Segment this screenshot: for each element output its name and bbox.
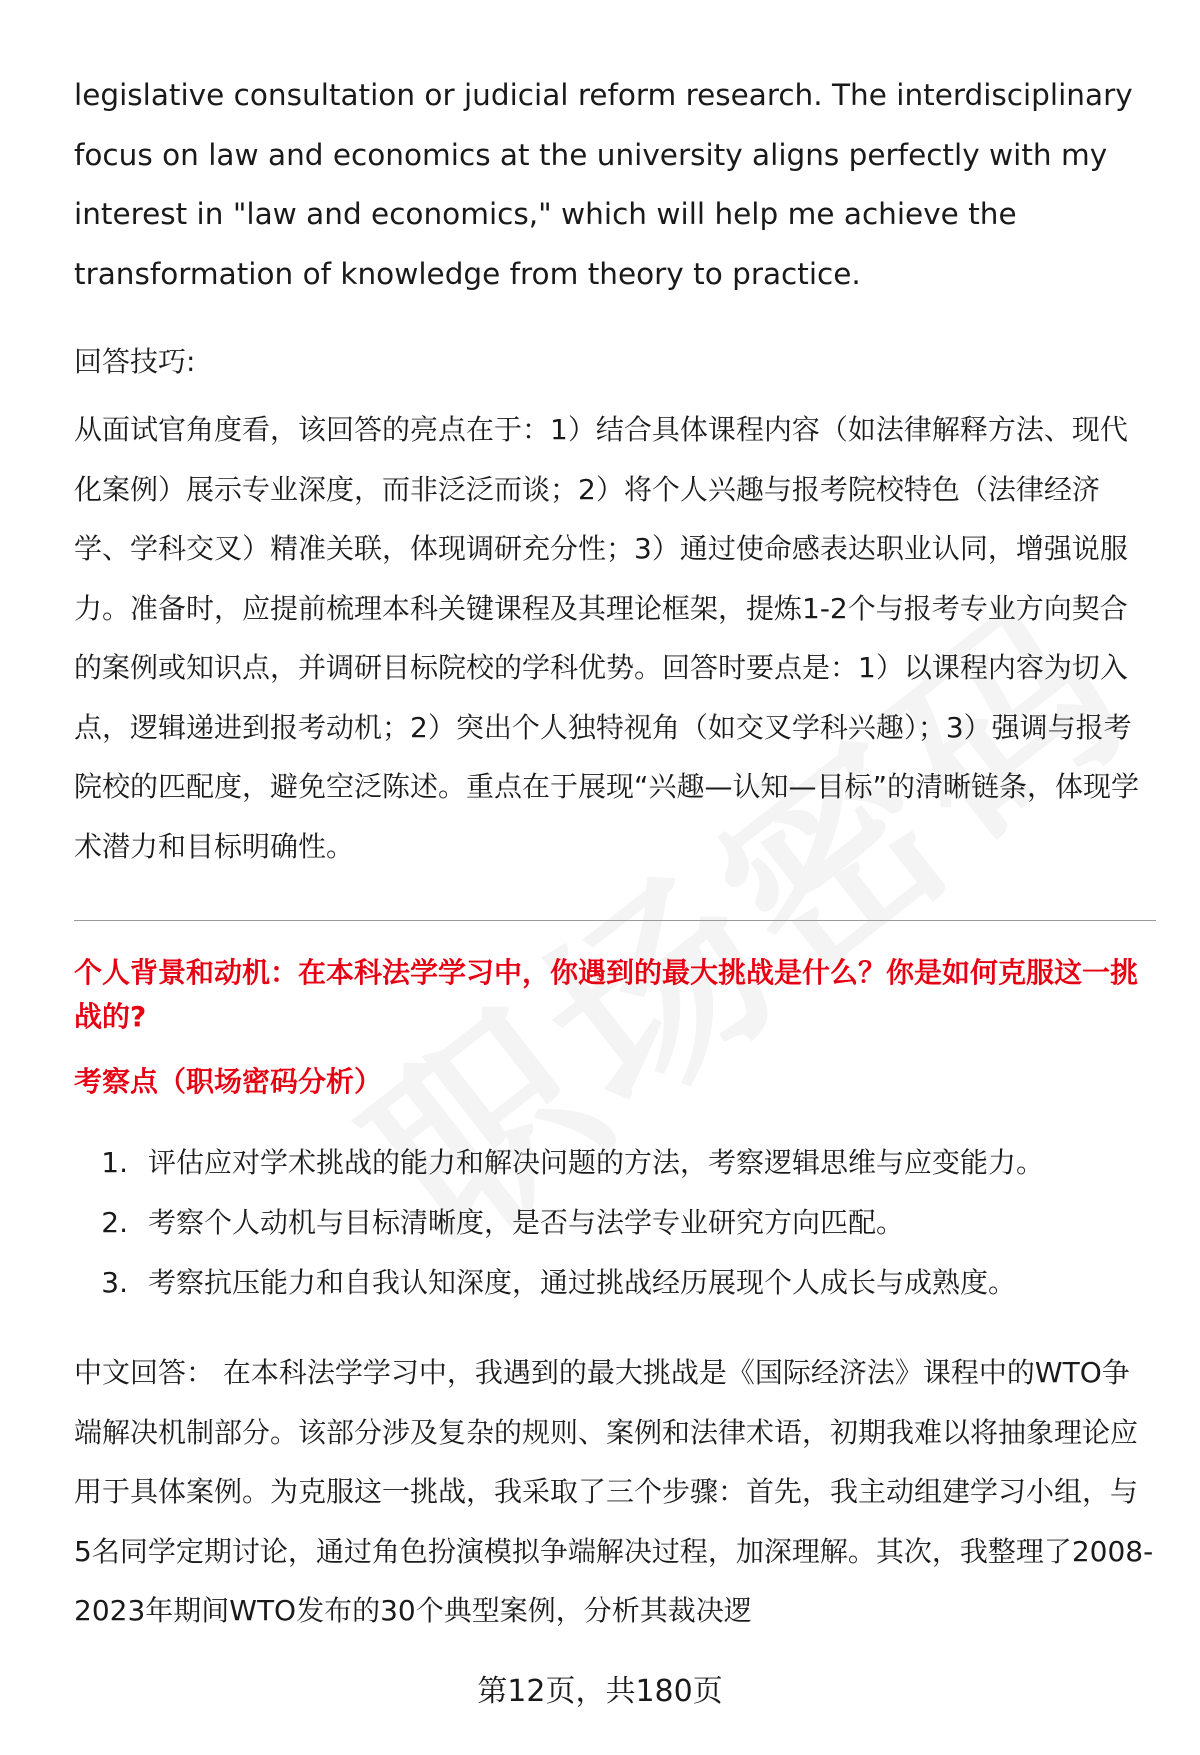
list-item-text: 考察个人动机与目标清晰度，是否与法学专业研究方向匹配。 xyxy=(148,1206,905,1239)
chinese-answer-paragraph: 中文回答： 在本科法学学习中，我遇到的最大挑战是《国际经济法》课程中的WTO争端解决机制部分。该部分涉及复杂的规则、案例和法律术语，初期我难以将抽象理论应用于具体案例。为克服这一挑战，我采取了三个步骤：首先，我主动组建学习小组，与5名同学定期讨论，通过角色扮演模拟争端解决过程，加深理解。其次，我整理了2008-2023年期间WTO发布的30个典型案例，分析其裁决逻 xyxy=(74,1356,1154,1627)
list-item-number: 3. xyxy=(101,1266,128,1299)
list-item-number: 1. xyxy=(101,1146,128,1179)
question-title: 个人背景和动机：在本科法学学习中，你遇到的最大挑战是什么？你是如何克服这一挑战的? xyxy=(74,956,1139,1033)
list-item-text: 考察抗压能力和自我认知深度，通过挑战经历展现个人成长与成熟度。 xyxy=(148,1266,1017,1299)
section-divider xyxy=(74,920,1156,921)
list-item xyxy=(74,1133,1154,1193)
assessment-points-list xyxy=(74,1133,1154,1313)
page-number-footer: 第12页，共180页 xyxy=(477,1674,723,1709)
list-item xyxy=(74,1253,1154,1313)
list-item-text: 评估应对学术挑战的能力和解决问题的方法，考察逻辑思维与应变能力。 xyxy=(148,1146,1045,1179)
tips-label: 回答技巧: xyxy=(74,345,196,378)
english-answer-paragraph: legislative consultation or judicial reform research. The interdisciplinary focus on law and economics at the university aligns perfectly with my interest in "law and economics," which will help me achieve the transformation of knowledge from theory to practice. xyxy=(74,78,1133,291)
tips-body: 从面试官角度看，该回答的亮点在于：1）结合具体课程内容（如法律解释方法、现代化案例）展示专业深度，而非泛泛而谈；2）将个人兴趣与报考院校特色（法律经济学、学科交叉）精准关联，体现调研充分性；3）通过使命感表达职业认同，增强说服力。准备时，应提前梳理本科关键课程及其理论框架，提炼1-2个与报考专业方向契合的案例或知识点，并调研目标院校的学科优势。回答时要点是：1）以课程内容为切入点，逻辑递进到报考动机；2）突出个人独特视角（如交叉学科兴趣）；3）强调与报考院校的匹配度，避免空泛陈述。重点在于展现“兴趣—认知—目标”的清晰链条，体现学术潜力和目标明确性。 xyxy=(74,413,1140,863)
list-item xyxy=(74,1193,1154,1253)
list-item-number: 2. xyxy=(101,1206,128,1239)
assessment-points-title: 考察点（职场密码分析） xyxy=(74,1065,383,1098)
